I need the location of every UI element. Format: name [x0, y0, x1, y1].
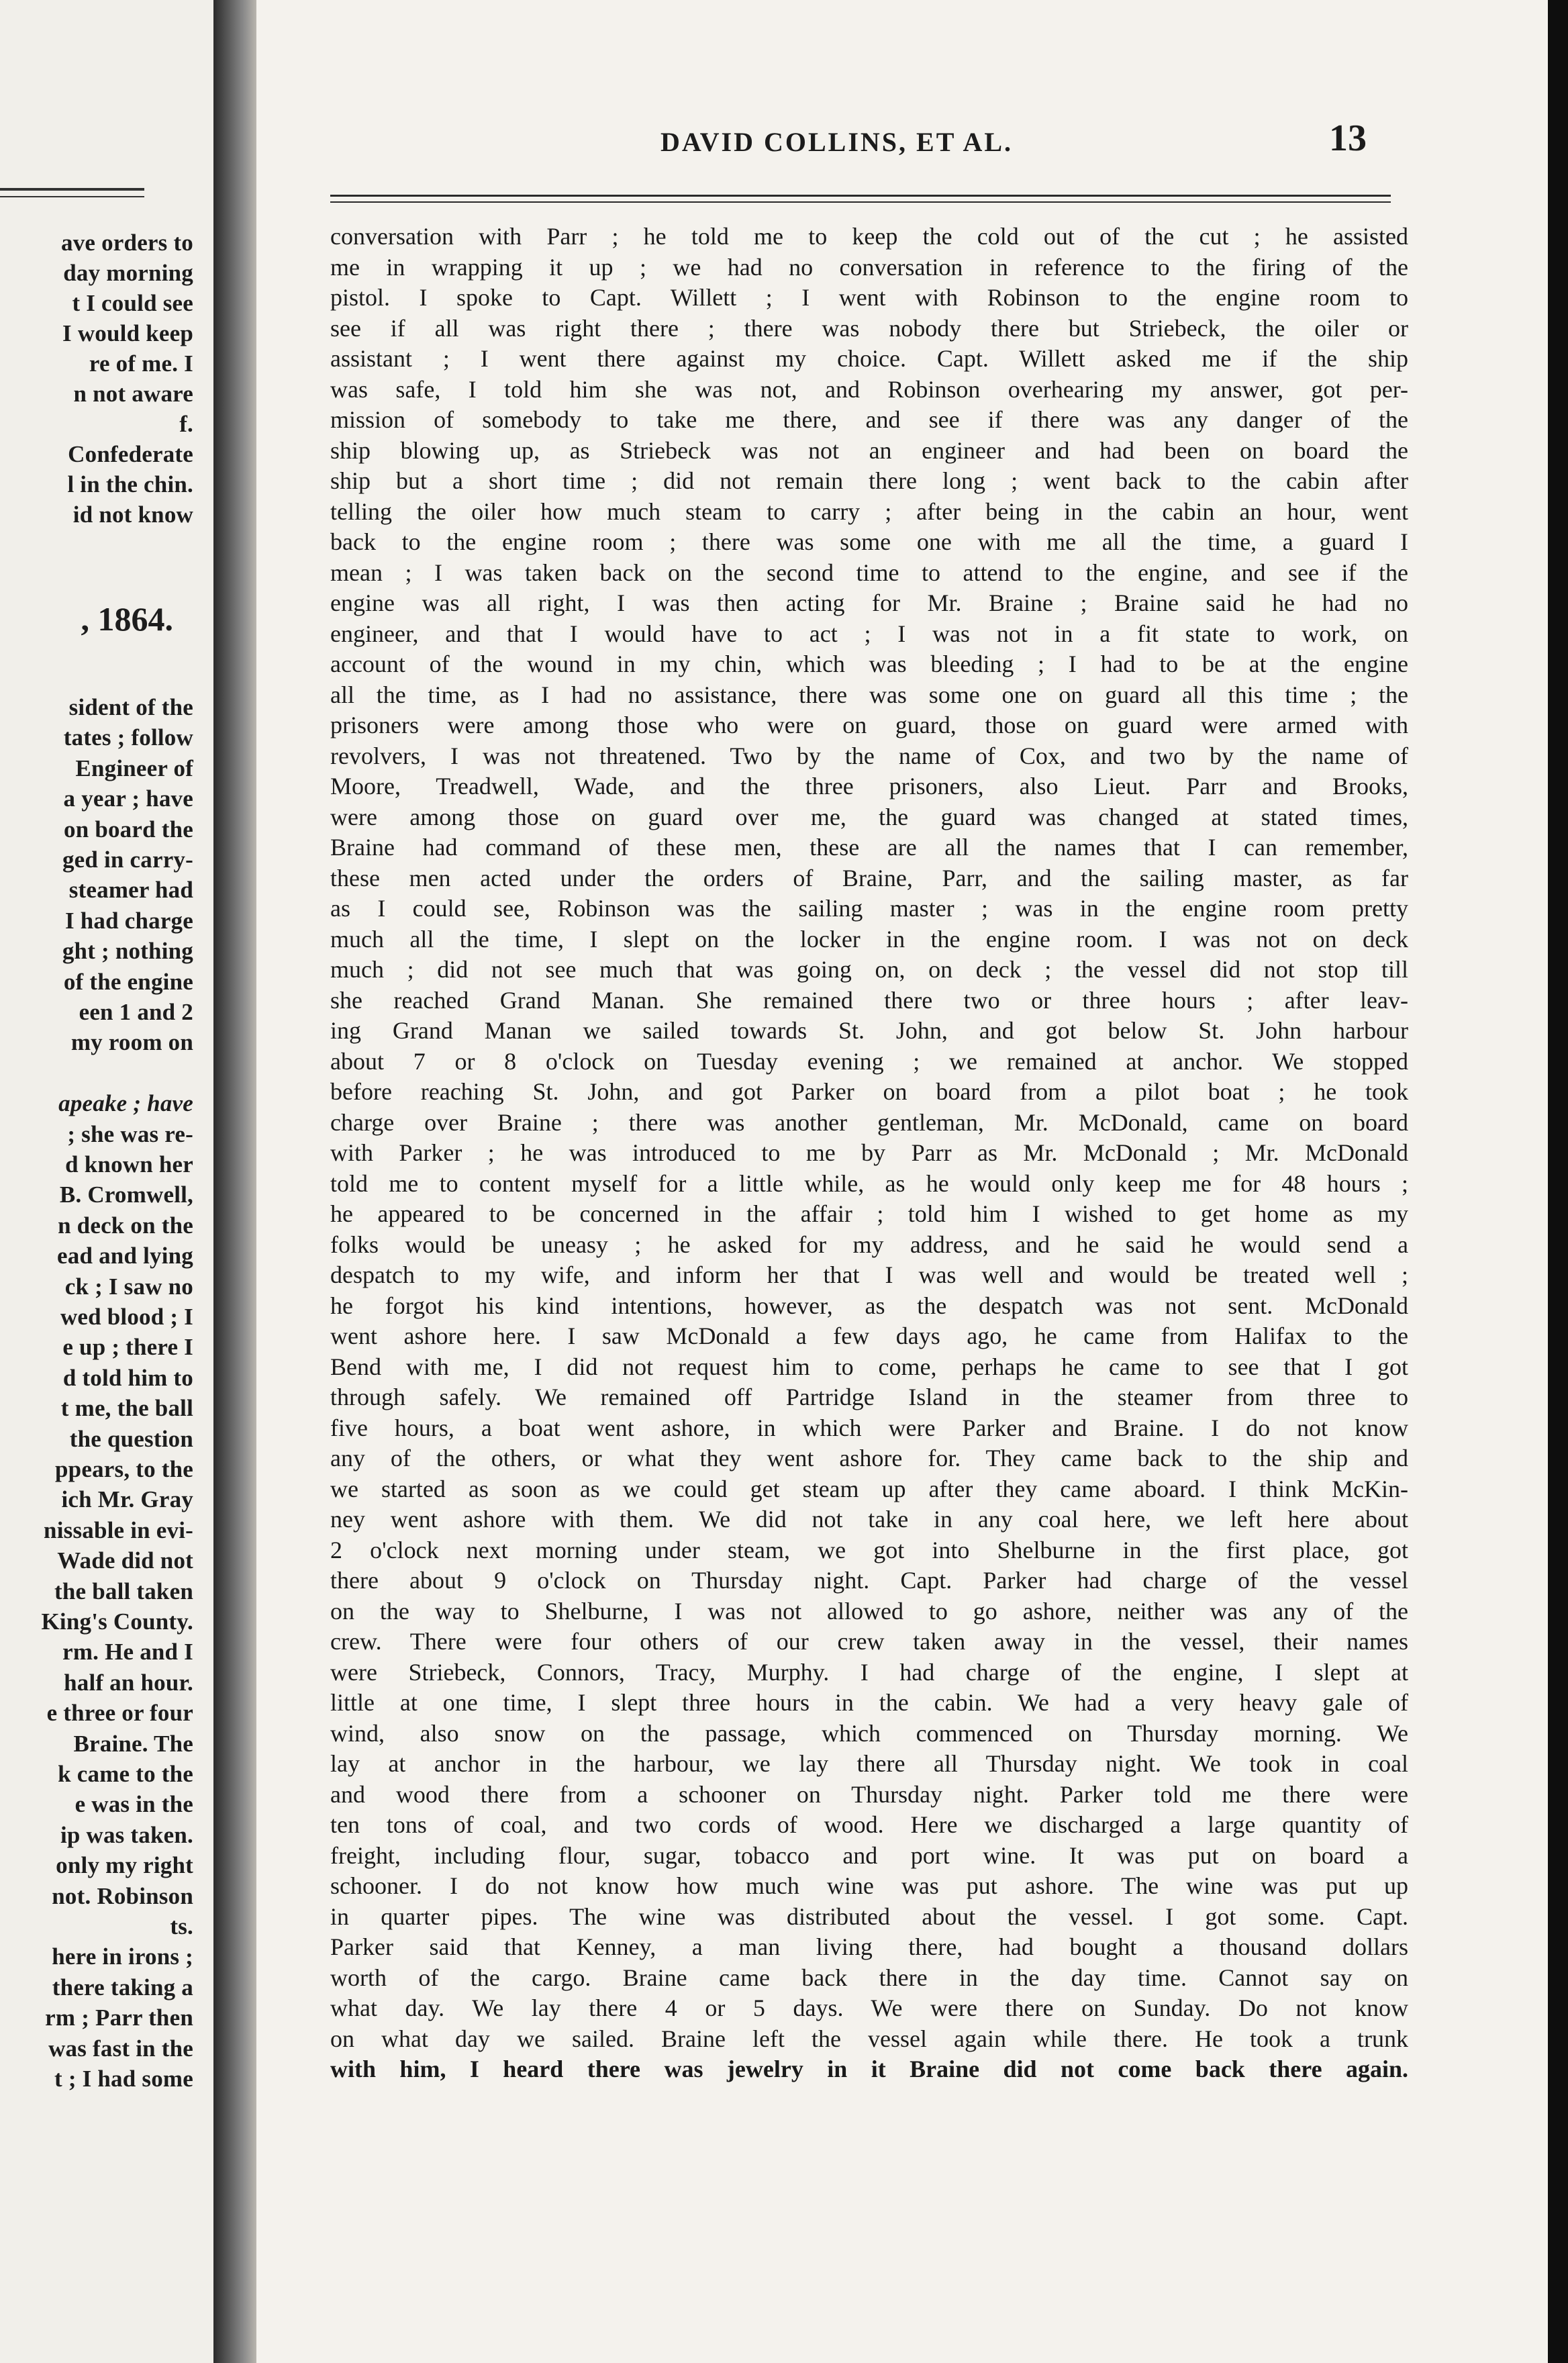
left-page-line: Confederate — [68, 441, 193, 467]
left-page-line: n not aware — [73, 381, 193, 407]
body-line: back to the engine room ; there was some one with me all the time, a guard I — [330, 528, 1408, 555]
body-line: what day. We lay there 4 or 5 days. We were there on Sunday. Do not know — [330, 1994, 1408, 2021]
body-line: charge over Braine ; there was another gentleman, Mr. McDonald, came on board — [330, 1108, 1408, 1136]
page-header — [256, 117, 1548, 173]
left-page-line: ck ; I saw no — [64, 1273, 193, 1300]
left-page-line: of the engine — [63, 968, 193, 995]
left-page-line: my room on — [70, 1029, 193, 1056]
body-line: ney went ashore with them. We did not take in any coal here, we left here about — [330, 1506, 1408, 1533]
body-line: folks would be uneasy ; he asked for my address, and he said he would send a — [330, 1231, 1408, 1258]
left-page-line: ich Mr. Gray — [61, 1486, 193, 1513]
body-line: on the way to Shelburne, I was not allowed to go ashore, neither was any of the — [330, 1597, 1408, 1625]
body-line: were among those on guard over me, the guard was changed at stated times, — [330, 803, 1408, 830]
left-page-line: a year ; have — [63, 785, 193, 812]
left-page-line: d told him to — [62, 1364, 193, 1391]
body-line: Moore, Treadwell, Wade, and the three prisoners, also Lieut. Parr and Brooks, — [330, 773, 1408, 800]
left-page-line: d known her — [65, 1151, 193, 1177]
left-page-line: f. — [179, 411, 193, 437]
left-page-heading: , 1864. — [81, 600, 173, 638]
left-page-line: the ball taken — [54, 1578, 193, 1604]
body-line: account of the wound in my chin, which was bleeding ; I had to be at the engine — [330, 650, 1408, 677]
left-page-line: wed blood ; I — [60, 1304, 193, 1330]
body-line: these men acted under the orders of Braine, Parr, and the sailing master, as far — [330, 864, 1408, 891]
body-line: as I could see, Robinson was the sailing master ; was in the engine room pretty — [330, 895, 1408, 922]
left-page-line: ead and lying — [57, 1243, 193, 1269]
body-line: Bend with me, I did not request him to come, perhaps he came to see that I got — [330, 1353, 1408, 1380]
body-line: revolvers, I was not threatened. Two by the name of Cox, and two by the name of — [330, 742, 1408, 769]
left-page-line: e up ; there I — [62, 1334, 193, 1361]
body-line: on what day we sailed. Braine left the vessel again while there. He took a trunk — [330, 2025, 1408, 2052]
body-line: any of the others, or what they went ashore for. They came back to the ship and — [330, 1445, 1408, 1472]
left-page-line: ts. — [170, 1913, 193, 1939]
body-line: he forgot his kind intentions, however, as the despatch was not sent. McDonald — [330, 1292, 1408, 1319]
body-line: worth of the cargo. Braine came back there in the day time. Cannot say on — [330, 1964, 1408, 1991]
body-line: in quarter pipes. The wine was distributed about the vessel. I got some. Capt. — [330, 1902, 1408, 1930]
body-line: through safely. We remained off Partridge Island in the steamer from three to — [330, 1384, 1408, 1410]
left-page-line: id not know — [72, 501, 193, 528]
body-line: about 7 or 8 o'clock on Tuesday evening ; we remained at anchor. We stopped — [330, 1047, 1408, 1075]
left-page-line: not. Robinson — [52, 1882, 193, 1909]
left-page-line: here in irons ; — [52, 1943, 193, 1970]
body-line: ship but a short time ; did not remain there long ; went back to the cabin after — [330, 467, 1408, 494]
left-page-line: I would keep — [62, 320, 193, 346]
left-page-line: een 1 and 2 — [79, 999, 193, 1025]
body-line: was safe, I told him she was not, and Robinson overhearing my answer, got per- — [330, 375, 1408, 403]
body-line: all the time, as I had no assistance, there was some one on guard all this time ; the — [330, 681, 1408, 708]
left-page-line: on board the — [64, 816, 193, 842]
left-page-line: I had charge — [64, 907, 193, 934]
left-page-line: tates ; follow — [63, 724, 193, 751]
main-page — [256, 0, 1548, 2363]
body-line: she reached Grand Manan. She remained there two or three hours ; after leav- — [330, 986, 1408, 1014]
body-line: told me to content myself for a little while, as he would only keep me for 48 hours ; — [330, 1169, 1408, 1197]
body-line: me in wrapping it up ; we had no conversation in reference to the firing of the — [330, 253, 1408, 281]
left-page-line: e three or four — [46, 1700, 193, 1727]
body-line: despatch to my wife, and inform her that I was well and would be treated well ; — [330, 1261, 1408, 1288]
body-line: much all the time, I slept on the locker in the engine room. I was not on deck — [330, 925, 1408, 953]
body-line: we started as soon as we could get steam up after they came aboard. I think McKin- — [330, 1475, 1408, 1502]
left-page-line: t me, the ball — [60, 1395, 193, 1422]
header-rule — [330, 201, 1391, 203]
left-page-line: ged in carry- — [62, 847, 193, 873]
left-page-line: apeake ; have — [58, 1090, 193, 1117]
body-line: he appeared to be concerned in the affair ; told him I wished to get home as my — [330, 1200, 1408, 1227]
left-page-line: sident of the — [68, 694, 193, 720]
body-line: telling the oiler how much steam to carry ; after being in the cabin an hour, went — [330, 497, 1408, 525]
left-page-rule — [0, 196, 144, 197]
left-page-line: Wade did not — [57, 1547, 193, 1574]
body-line: there about 9 o'clock on Thursday night. Capt. Parker had charge of the vessel — [330, 1567, 1408, 1594]
body-line: mean ; I was taken back on the second time to attend to the engine, and see if the — [330, 559, 1408, 586]
left-page-line: ave orders to — [61, 230, 193, 256]
left-page-line: ppears, to the — [55, 1456, 193, 1482]
page-number: 13 — [1329, 117, 1367, 159]
left-page-line: ip was taken. — [60, 1821, 193, 1848]
body-line: conversation with Parr ; he told me to keep the cold out of the cut ; he assisted — [330, 223, 1408, 250]
left-page-line: n deck on the — [58, 1212, 193, 1239]
body-line: and wood there from a schooner on Thursday night. Parker told me there were — [330, 1780, 1408, 1808]
left-page-line: B. Cromwell, — [59, 1182, 193, 1208]
body-line: five hours, a boat went ashore, in which were Parker and Braine. I do not know — [330, 1414, 1408, 1441]
left-page-line: Engineer of — [75, 755, 193, 781]
left-page-line: t ; I had some — [54, 2066, 193, 2092]
left-page-line: there taking a — [52, 1974, 193, 2000]
left-page-line: rm. He and I — [62, 1639, 193, 1666]
body-line: 2 o'clock next morning under steam, we got into Shelburne in the first place, got — [330, 1536, 1408, 1563]
left-page-line: half an hour. — [64, 1669, 193, 1696]
left-page-line: the question — [69, 1425, 193, 1452]
left-page-line: Braine. The — [73, 1730, 193, 1757]
left-page-line: k came to the — [58, 1761, 193, 1787]
left-page-line: l in the chin. — [67, 471, 193, 497]
body-line: schooner. I do not know how much wine was put ashore. The wine was put up — [330, 1872, 1408, 1899]
left-page-line: e was in the — [75, 1791, 193, 1818]
body-line: engine was all right, I was then acting for Mr. Braine ; Braine said he had no — [330, 589, 1408, 616]
body-line: were Striebeck, Connors, Tracy, Murphy. I had charge of the engine, I slept at — [330, 1658, 1408, 1686]
running-head: DAVID COLLINS, ET AL. — [660, 127, 1014, 157]
left-facing-page — [0, 0, 213, 2363]
body-line: ten tons of coal, and two cords of wood. Here we discharged a large quantity of — [330, 1811, 1408, 1838]
left-page-line: nissable in evi- — [44, 1516, 193, 1543]
body-text — [330, 222, 1408, 2085]
body-line: see if all was right there ; there was nobody there but Striebeck, the oiler or — [330, 314, 1408, 342]
body-line: engineer, and that I would have to act ; I was not in a fit state to work, on — [330, 620, 1408, 647]
body-line: mission of somebody to take me there, and see if there was any danger of the — [330, 406, 1408, 433]
scan-edge — [1548, 0, 1568, 2363]
left-page-line: ght ; nothing — [62, 938, 193, 965]
body-line: freight, including flour, sugar, tobacco and port wine. It was put on board a — [330, 1841, 1408, 1869]
body-line: prisoners were among those who were on guard, those on guard were armed with — [330, 712, 1408, 738]
body-line: before reaching St. John, and got Parker on board from a pilot boat ; he took — [330, 1078, 1408, 1105]
left-page-line: rm ; Parr then — [45, 2005, 193, 2031]
book-gutter — [213, 0, 256, 2363]
left-page-rule — [0, 188, 144, 191]
body-line: assistant ; I went there against my choice. Capt. Willett asked me if the ship — [330, 345, 1408, 372]
body-line: lay at anchor in the harbour, we lay there all Thursday night. We took in coal — [330, 1750, 1408, 1777]
body-line: wind, also snow on the passage, which commenced on Thursday morning. We — [330, 1719, 1408, 1747]
left-page-line: was fast in the — [48, 2035, 193, 2062]
left-page-line: ; she was re- — [67, 1120, 193, 1147]
left-page-line: only my right — [56, 1852, 193, 1879]
body-line: little at one time, I slept three hours in the cabin. We had a very heavy gale of — [330, 1689, 1408, 1716]
body-line: Parker said that Kenney, a man living there, had bought a thousand dollars — [330, 1933, 1408, 1960]
left-page-line: re of me. I — [89, 350, 193, 377]
body-line: went ashore here. I saw McDonald a few days ago, he came from Halifax to the — [330, 1322, 1408, 1349]
body-line: crew. There were four others of our crew taken away in the vessel, their names — [330, 1628, 1408, 1655]
body-line: much ; did not see much that was going on, on deck ; the vessel did not stop till — [330, 956, 1408, 983]
body-line: with him, I heard there was jewelry in it Braine did not come back there again. — [330, 2056, 1408, 2082]
left-page-line: steamer had — [68, 877, 193, 904]
body-line: with Parker ; he was introduced to me by Parr as Mr. McDonald ; Mr. McDonald — [330, 1139, 1408, 1166]
left-page-line: t I could see — [72, 290, 193, 316]
body-line: ship blowing up, as Striebeck was not an engineer and had been on board the — [330, 436, 1408, 464]
body-line: ing Grand Manan we sailed towards St. John, and got below St. John harbour — [330, 1017, 1408, 1044]
header-rule — [330, 195, 1391, 197]
body-line: pistol. I spoke to Capt. Willett ; I went with Robinson to the engine room to — [330, 284, 1408, 311]
left-page-line: day morning — [63, 260, 193, 286]
left-page-line: King's County. — [41, 1608, 193, 1635]
body-line: Braine had command of these men, these are all the names that I can remember, — [330, 834, 1408, 861]
